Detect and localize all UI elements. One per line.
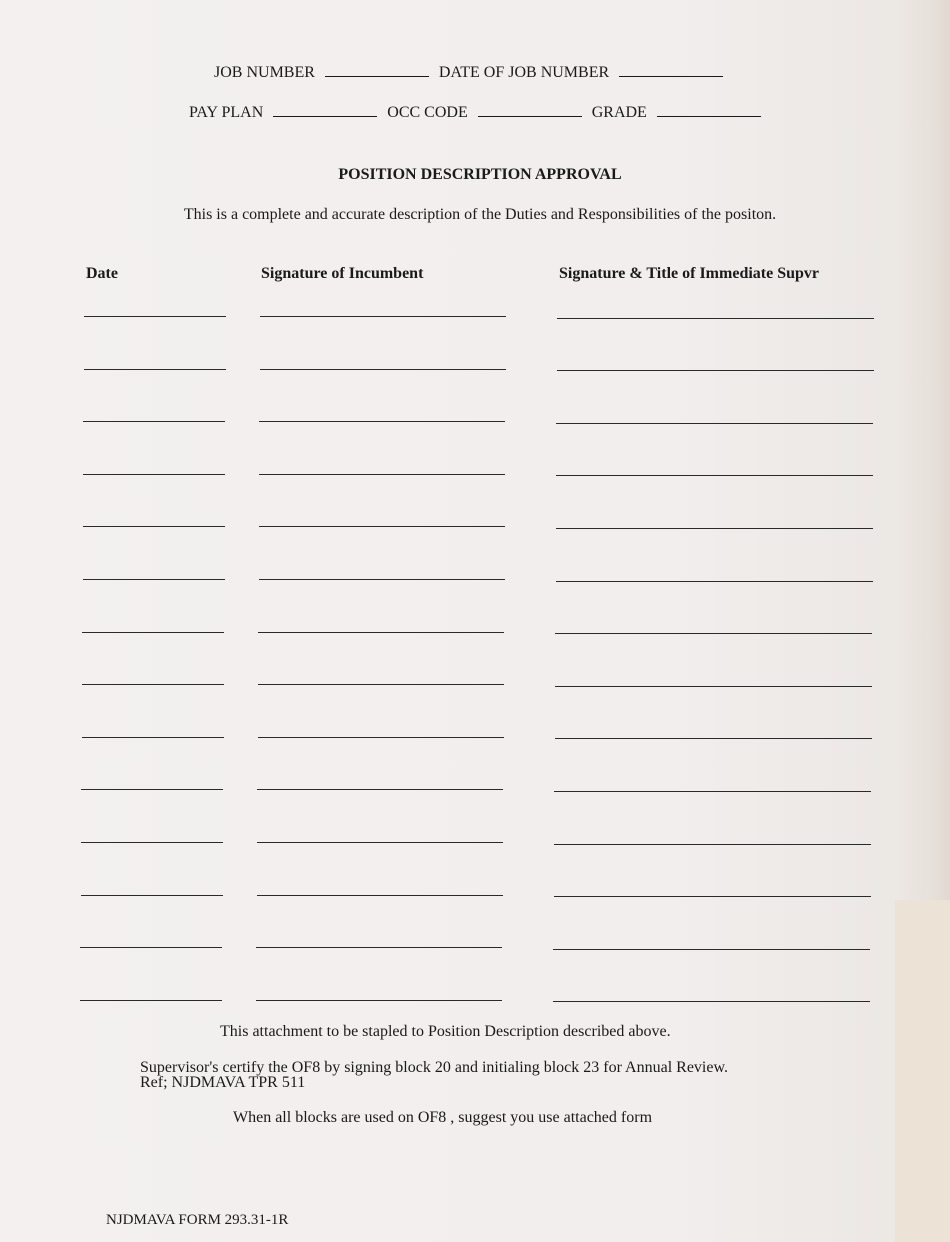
job-number-label: JOB NUMBER xyxy=(214,64,315,81)
form-number: NJDMAVA FORM 293.31-1R xyxy=(106,1212,289,1228)
grade-label: GRADE xyxy=(591,104,647,121)
supervisor-signature-line[interactable] xyxy=(555,633,872,634)
supervisor-signature-line[interactable] xyxy=(554,896,871,897)
header-row-pay xyxy=(189,104,767,122)
date-line[interactable] xyxy=(81,895,223,896)
supervisor-signature-line[interactable] xyxy=(555,686,872,687)
suggest-note: When all blocks are used on OF8 , suggest you use attached form xyxy=(233,1109,653,1126)
paper-edge-corner xyxy=(895,900,950,1242)
incumbent-signature-line[interactable] xyxy=(259,421,505,422)
incumbent-signature-line[interactable] xyxy=(260,369,506,370)
occ-code-field[interactable] xyxy=(478,115,582,117)
supervisor-signature-line[interactable] xyxy=(556,423,873,424)
supervisor-signature-line[interactable] xyxy=(557,318,874,319)
supervisor-signature-line[interactable] xyxy=(556,528,873,529)
supervisor-signature-line[interactable] xyxy=(556,475,873,476)
supervisor-signature-line[interactable] xyxy=(557,370,874,371)
staple-note: This attachment to be stapled to Position Description described above. xyxy=(220,1023,671,1040)
certify-note-line2: Ref; NJDMAVA TPR 511 xyxy=(140,1074,306,1091)
column-header-supervisor: Signature & Title of Immediate Supvr xyxy=(559,265,820,282)
date-line[interactable] xyxy=(83,579,225,580)
date-line[interactable] xyxy=(84,369,226,370)
incumbent-signature-line[interactable] xyxy=(258,632,504,633)
date-line[interactable] xyxy=(83,526,225,527)
supervisor-signature-line[interactable] xyxy=(556,581,873,582)
certify-note-line1: Supervisor's certify the OF8 by signing block 20 and initialing block 23 for Annual Review. xyxy=(140,1059,728,1076)
date-line[interactable] xyxy=(81,789,223,790)
column-header-incumbent: Signature of Incumbent xyxy=(261,265,424,282)
date-line[interactable] xyxy=(81,842,223,843)
date-line[interactable] xyxy=(83,421,225,422)
incumbent-signature-line[interactable] xyxy=(260,316,506,317)
incumbent-signature-line[interactable] xyxy=(258,737,504,738)
supervisor-signature-line[interactable] xyxy=(555,738,872,739)
incumbent-signature-line[interactable] xyxy=(258,684,504,685)
header-row-job xyxy=(214,64,729,82)
job-number-field[interactable] xyxy=(325,75,429,77)
date-line[interactable] xyxy=(80,947,222,948)
date-line[interactable] xyxy=(82,632,224,633)
date-of-job-number-label: DATE OF JOB NUMBER xyxy=(438,64,610,81)
date-line[interactable] xyxy=(82,737,224,738)
date-of-job-number-field[interactable] xyxy=(619,75,723,77)
incumbent-signature-line[interactable] xyxy=(257,789,503,790)
incumbent-signature-line[interactable] xyxy=(256,1000,502,1001)
date-line[interactable] xyxy=(83,474,225,475)
approval-statement: This is a complete and accurate description of the Duties and Responsibilities of the positon. xyxy=(183,206,777,223)
incumbent-signature-line[interactable] xyxy=(256,947,502,948)
supervisor-signature-line[interactable] xyxy=(554,791,871,792)
occ-code-label: OCC CODE xyxy=(387,104,468,121)
incumbent-signature-line[interactable] xyxy=(257,895,503,896)
grade-field[interactable] xyxy=(657,115,761,117)
incumbent-signature-line[interactable] xyxy=(259,474,505,475)
incumbent-signature-line[interactable] xyxy=(259,579,505,580)
supervisor-signature-line[interactable] xyxy=(553,1001,870,1002)
form-title: POSITION DESCRIPTION APPROVAL xyxy=(338,166,622,183)
date-line[interactable] xyxy=(84,316,226,317)
column-header-date: Date xyxy=(86,265,118,282)
supervisor-signature-line[interactable] xyxy=(554,844,871,845)
pay-plan-field[interactable] xyxy=(273,115,377,117)
date-line[interactable] xyxy=(80,1000,222,1001)
incumbent-signature-line[interactable] xyxy=(259,526,505,527)
incumbent-signature-line[interactable] xyxy=(257,842,503,843)
pay-plan-label: PAY PLAN xyxy=(189,104,264,121)
date-line[interactable] xyxy=(82,684,224,685)
supervisor-signature-line[interactable] xyxy=(553,949,870,950)
